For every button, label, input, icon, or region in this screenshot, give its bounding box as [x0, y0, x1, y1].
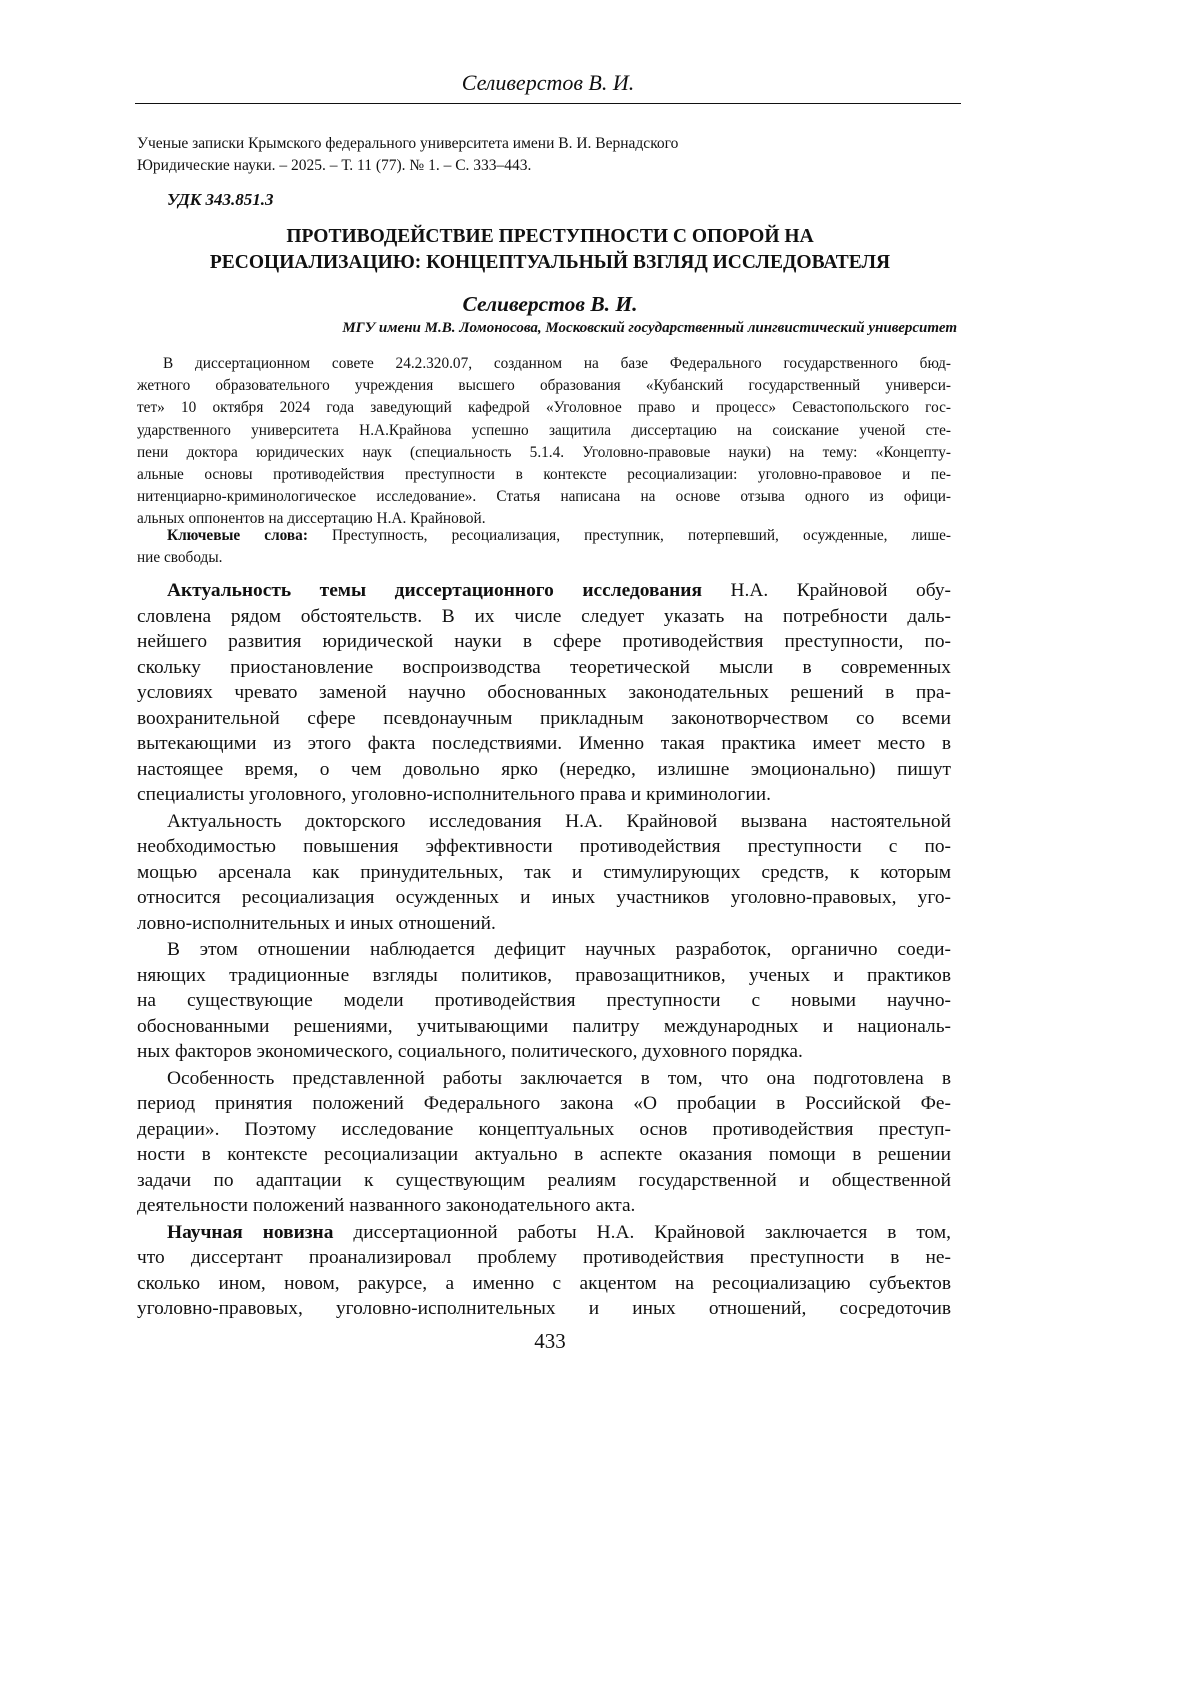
journal-line: Юридические науки. – 2025. – Т. 11 (77). № 1. – С. 333–443. [137, 155, 957, 177]
body-text: Н.А. Крайновой обу- [702, 580, 951, 601]
abstract [137, 353, 951, 531]
paragraph-lead: Актуальность темы диссертационного исследования [167, 580, 702, 601]
abstract-line: альных оппонентов на диссертацию Н.А. Крайновой. [137, 508, 951, 530]
body-line: условиях чревато заменой научно обоснованных законодательных решений в пра- [137, 680, 951, 706]
journal-line: Ученые записки Крымского федерального университета имени В. И. Вернадского [137, 133, 957, 155]
body-line: сколько ином, новом, ракурсе, а именно с акцентом на ресоциализацию субъектов [137, 1271, 951, 1297]
body-text: диссертационной работы Н.А. Крайновой заключается в том, [333, 1222, 951, 1243]
body-line: необходимостью повышения эффективности противодействия преступности с по- [137, 834, 951, 860]
article-title [137, 224, 963, 276]
abstract-line: жетного образовательного учреждения высшего образования «Кубанский государственный универси- [137, 375, 951, 397]
paragraph-relevance [137, 578, 951, 808]
paragraph-doctoral-relevance [137, 809, 951, 937]
body-line [137, 1220, 951, 1246]
body-line: что диссертант проанализировал проблему противодействия преступности в не- [137, 1245, 951, 1271]
abstract-line: ударственного университета Н.А.Крайнова успешно защитила диссертацию на соискание ученой сте- [137, 420, 951, 442]
body-line: уголовно-правовых, уголовно-исполнительных и иных отношений, сосредоточив [137, 1296, 951, 1322]
keywords-line [137, 525, 951, 547]
keywords-line: ние свободы. [137, 547, 951, 569]
body-line: ности в контексте ресоциализации актуально в аспекте оказания помощи в решении [137, 1142, 951, 1168]
body-line: на существующие модели противодействия преступности с новыми научно- [137, 988, 951, 1014]
body-line: обоснованными решениями, учитывающими палитру международных и националь- [137, 1014, 951, 1040]
keywords-label: Ключевые слова: [167, 527, 308, 544]
body-line: мощью арсенала как принудительных, так и стимулирующих средств, к которым [137, 860, 951, 886]
body-line: нейшего развития юридической науки в сфере противодействия преступности, по- [137, 629, 951, 655]
body-line [137, 578, 951, 604]
body-line: настоящее время, о чем довольно ярко (нередко, излишне эмоционально) пишут [137, 757, 951, 783]
body-line: специалисты уголовного, уголовно-исполнительного права и криминологии. [137, 782, 951, 808]
paragraph-novelty [137, 1220, 951, 1322]
abstract-line: тет» 10 октября 2024 года заведующий кафедрой «Уголовное право и процесс» Севастопольского гос- [137, 397, 951, 419]
body-line: деятельности положений названного законодательного акта. [137, 1193, 951, 1219]
body-line: ных факторов экономического, социального, политического, духовного порядка. [137, 1039, 951, 1065]
abstract-line: пени доктора юридических наук (специальность 5.1.4. Уголовно-правовые науки) на тему: «Концепту- [137, 442, 951, 464]
body-line: няющих традиционные взгляды политиков, правозащитников, ученых и практиков [137, 963, 951, 989]
body-line: период принятия положений Федерального закона «О пробации в Российской Фе- [137, 1091, 951, 1117]
body-line: ловно-исполнительных и иных отношений. [137, 911, 951, 937]
abstract-line: В диссертационном совете 24.2.320.07, созданном на базе Федерального государственного бюд- [137, 353, 951, 375]
abstract-line: альные основы противодействия преступности в контексте ресоциализации: уголовно-правовое и пе- [137, 464, 951, 486]
body-line: вытекающими из этого факта последствиями. Именно такая практика имеет место в [137, 731, 951, 757]
body-line: задачи по адаптации к существующим реалиям государственной и общественной [137, 1168, 951, 1194]
author-name: Селиверстов В. И. [137, 292, 963, 317]
paragraph-feature [137, 1066, 951, 1219]
keywords [137, 525, 951, 569]
author-affiliation: МГУ имени М.В. Ломоносова, Московский государственный лингвистический университет [137, 320, 957, 337]
title-line: РЕСОЦИАЛИЗАЦИЮ: КОНЦЕПТУАЛЬНЫЙ ВЗГЛЯД ИССЛЕДОВАТЕЛЯ [137, 250, 963, 276]
paragraph-deficit [137, 937, 951, 1065]
body-line: дерации». Поэтому исследование концептуальных основ противодействия преступ- [137, 1117, 951, 1143]
body-line: воохранительной сфере псевдонаучным прикладным законотворчеством со всеми [137, 706, 951, 732]
keywords-text: Преступность, ресоциализация, преступник, потерпевший, осужденные, лише- [308, 527, 951, 544]
body-line: Актуальность докторского исследования Н.А. Крайновой вызвана настоятельной [137, 809, 951, 835]
body-line: В этом отношении наблюдается дефицит научных разработок, органично соеди- [137, 937, 951, 963]
header-rule [135, 103, 961, 104]
title-line: ПРОТИВОДЕЙСТВИЕ ПРЕСТУПНОСТИ С ОПОРОЙ НА [137, 224, 963, 250]
udk-code: УДК 343.851.3 [167, 190, 274, 210]
page-number: 433 [137, 1329, 963, 1354]
journal-info [137, 133, 957, 177]
abstract-line: нитенциарно-криминологическое исследование». Статья написана на основе отзыва одного из офици- [137, 486, 951, 508]
body-line: скольку приостановление воспроизводства теоретической мысли в современных [137, 655, 951, 681]
running-head: Селиверстов В. И. [135, 70, 961, 96]
body-line: относится ресоциализация осужденных и иных участников уголовно-правовых, уго- [137, 885, 951, 911]
article-body [137, 578, 951, 1323]
body-line: Особенность представленной работы заключается в том, что она подготовлена в [137, 1066, 951, 1092]
body-line: словлена рядом обстоятельств. В их числе следует указать на потребности даль- [137, 604, 951, 630]
paragraph-lead: Научная новизна [167, 1222, 333, 1243]
